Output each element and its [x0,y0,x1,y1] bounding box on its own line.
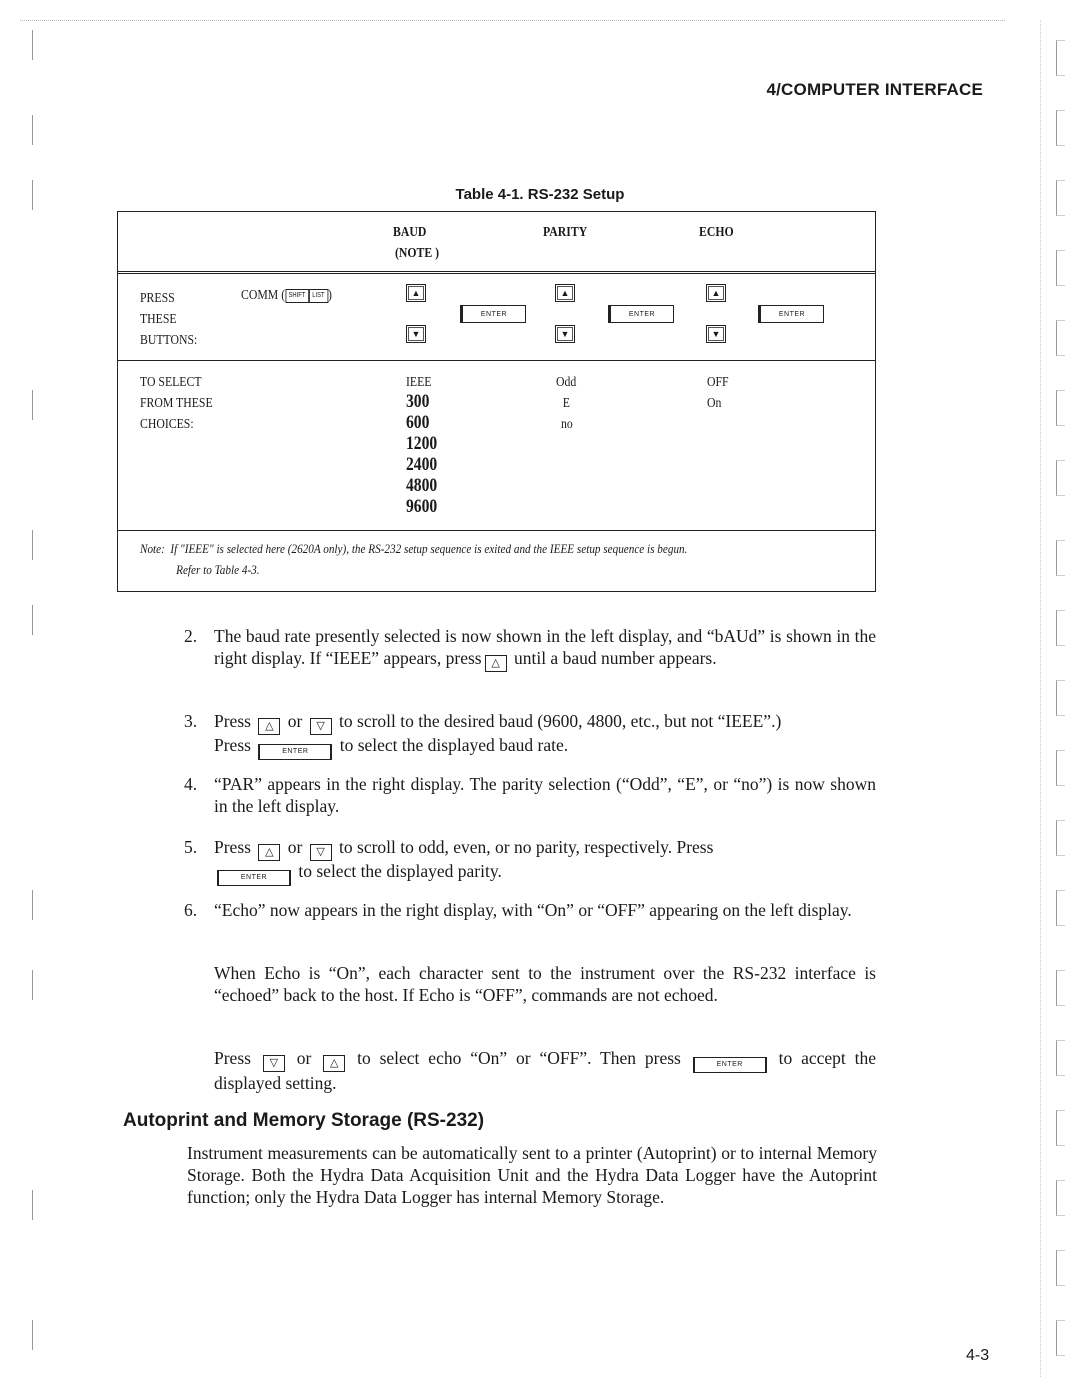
row-divider [118,360,875,361]
scan-mark [26,115,33,145]
enter-key: ENTER [758,305,824,323]
col-header-baud-note: (NOTE ) [395,246,440,261]
enter-key: ENTER [608,305,674,323]
scan-mark [26,605,33,635]
enter-key: ENTER [460,305,526,323]
step-6: 6. “Echo” now appears in the right display, with “On” or “OFF” appearing on the left display. [184,900,852,920]
scan-mark [26,890,33,920]
page-number: 4-3 [966,1347,990,1364]
select-choices-label: TO SELECT FROM THESE CHOICES: [140,375,213,432]
scan-mark [26,1190,33,1220]
parity-choices: Odd E no [556,375,577,432]
col-header-baud: BAUD [393,225,427,240]
up-arrow-key-icon: △ [258,718,280,735]
section-heading: Autoprint and Memory Storage (RS-232) [123,1110,485,1131]
scan-mark [1056,890,1065,926]
down-arrow-key-icon: ▽ [263,1055,285,1072]
scan-mark [1056,460,1065,496]
scan-mark [1056,1040,1065,1076]
scan-mark [26,530,33,560]
scan-mark [1056,680,1065,716]
scan-mark [1056,1250,1065,1286]
up-arrow-key-icon: ▲ [706,284,726,302]
scan-mark [1056,610,1065,646]
down-arrow-key-icon: ▽ [310,844,332,861]
table-note: Note: If "IEEE" is selected here (2620A only), the RS-232 setup sequence is exited and the IEEE setup sequence is begun. Refer to Table 4-3. [140,541,688,577]
running-header: 4/COMPUTER INTERFACE [766,80,983,99]
scan-mark [26,30,33,60]
step-2: 2. The baud rate presently selected is now shown in the left display, and “bAUd” is shown in the right display. If “IEEE” appears, press △ until a baud number appears. [184,626,876,672]
scan-mark [1056,110,1065,146]
up-arrow-key-icon: ▲ [555,284,575,302]
scan-mark [1056,1110,1065,1146]
up-arrow-key-icon: ▲ [406,284,426,302]
col-header-parity: PARITY [543,225,588,240]
press-buttons-label: PRESS THESE BUTTONS: [140,291,198,348]
scan-mark [26,390,33,420]
scan-mark [1056,40,1065,76]
echo-choices: OFF On [707,375,729,411]
table-caption: Table 4-1. RS-232 Setup [455,186,625,203]
rs232-setup-table [117,211,876,592]
scan-mark [1056,1320,1065,1356]
step-3: 3. Press △ or ▽ to scroll to the desired baud (9600, 4800, etc., but not “IEEE”.) Press ENTER to select the displayed baud rate. [184,711,876,760]
up-arrow-key-icon: △ [485,655,507,672]
scan-mark [1056,820,1065,856]
enter-key-icon: ENTER [258,744,332,760]
baud-choices: 300 600 1200 2400 4800 9600 [406,391,438,517]
scan-mark [1056,970,1065,1006]
scan-mark [26,970,33,1000]
shift-key: SHIFT [285,289,309,303]
up-arrow-key-icon: △ [323,1055,345,1072]
up-arrow-key-icon: △ [258,844,280,861]
down-arrow-key-icon: ▼ [555,325,575,343]
echo-explanation: When Echo is “On”, each character sent to the instrument over the RS-232 interface is “echoed” back to the host. If Echo is “OFF”, commands are not echoed. [214,963,876,1005]
step-4: 4. “PAR” appears in the right display. The parity selection (“Odd”, “E”, or “no”) is now shown in the left display. [184,774,876,816]
scan-margin-rule [1040,20,1041,1377]
scan-mark [1056,540,1065,576]
comm-keys: COMM ( SHIFT LIST ) [241,288,332,303]
enter-key-icon: ENTER [693,1057,767,1073]
scan-mark [1056,1180,1065,1216]
down-arrow-key-icon: ▼ [406,325,426,343]
scan-mark [26,1320,33,1350]
scan-mark [1056,390,1065,426]
down-arrow-key-icon: ▼ [706,325,726,343]
scan-mark [1056,320,1065,356]
section-body: Instrument measurements can be automatically sent to a printer (Autoprint) or to internal Memory Storage. Both the Hydra Data Acquisition Unit and the Hydra Data Logger have the Autoprint function; only the Hydra Data Logger has internal Memory Storage. [187,1143,877,1207]
baud-choice-ieee: IEEE [406,375,432,390]
scan-mark [1056,250,1065,286]
enter-key-icon: ENTER [217,870,291,886]
scan-mark [1056,750,1065,786]
row-divider [118,530,875,531]
list-key: LIST [309,289,328,303]
header-divider [118,271,875,274]
col-header-echo: ECHO [699,225,734,240]
echo-instruction: Press ▽ or △ to select echo “On” or “OFF”. Then press ENTER to accept the displayed setting. [214,1048,877,1093]
step-5: 5. Press △ or ▽ to scroll to odd, even, or no parity, respectively. Press ENTER to select the displayed parity. [184,837,876,886]
down-arrow-key-icon: ▽ [310,718,332,735]
scan-edge-line [20,20,1005,21]
